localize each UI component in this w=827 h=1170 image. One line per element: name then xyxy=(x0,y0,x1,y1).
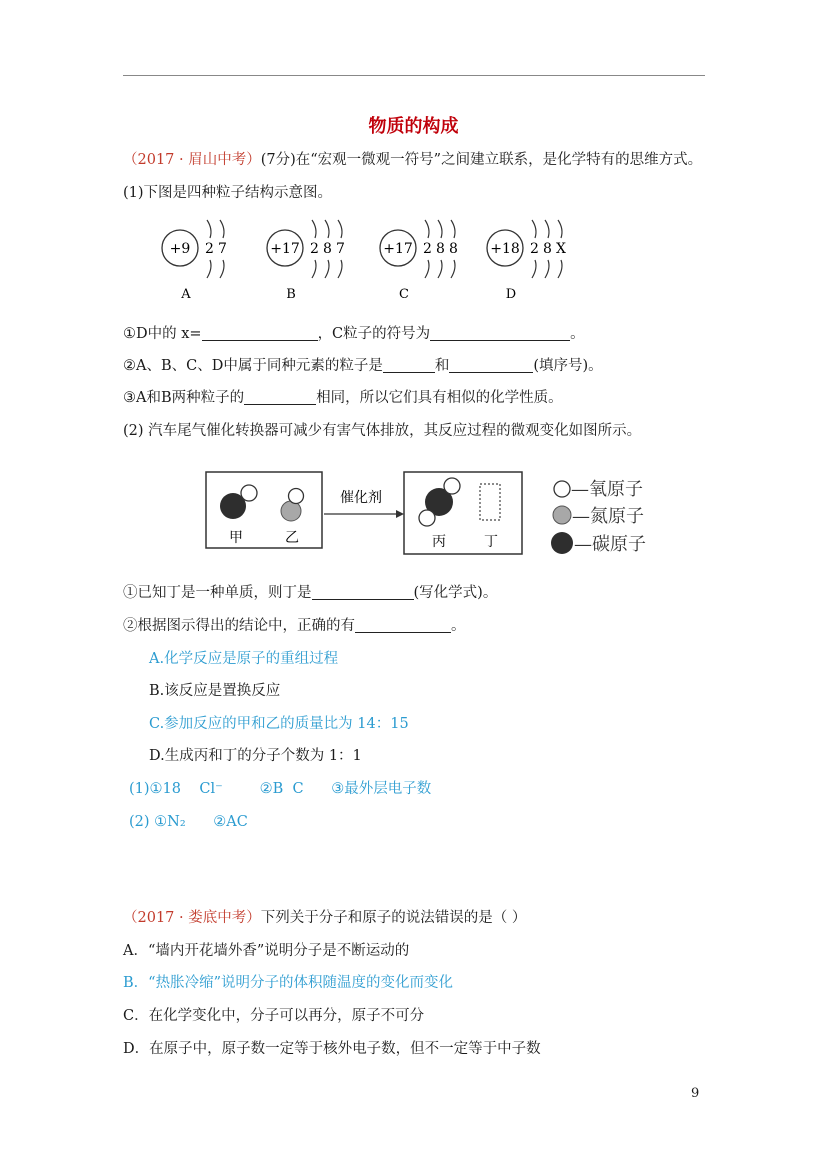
q2-stem-text: 下列关于分子和原子的说法错误的是（ ） xyxy=(260,910,527,926)
q1-source: （2017 · 眉山中考） xyxy=(123,152,261,168)
atom-letter: D xyxy=(505,287,517,302)
electron-count: 7 xyxy=(218,241,227,257)
electron-shell-arc xyxy=(207,260,211,278)
arrow-head-icon xyxy=(396,510,404,518)
electron-shell-arc xyxy=(312,220,316,238)
q1-sub3 xyxy=(123,388,563,408)
electron-count: 2 xyxy=(310,241,319,257)
electron-count: 8 xyxy=(543,241,552,257)
q1-sub2 xyxy=(123,356,603,376)
electron-shell-arc xyxy=(438,260,442,278)
electron-shell-arc xyxy=(425,260,429,278)
nucleus-charge: +18 xyxy=(490,241,520,257)
q1-part2-label: (2) 汽车尾气催化转换器可减少有害气体排放，其反应过程的微观变化如图所示。 xyxy=(123,423,642,439)
q1-part1-label: (1)下图是四种粒子结构示意图。 xyxy=(123,185,333,201)
q1-sub1-text-c: 。 xyxy=(570,326,585,342)
electron-shell-arc xyxy=(545,220,549,238)
oxygen-atom-icon xyxy=(241,485,257,501)
oxygen-atom-icon xyxy=(289,489,304,504)
q2-sub1 xyxy=(123,583,497,603)
electron-shell-arc xyxy=(338,260,342,278)
electron-count: 7 xyxy=(336,241,345,257)
electron-shell-arc xyxy=(220,220,224,238)
q1-sub2-text-c: (填序号)。 xyxy=(533,358,603,374)
q1-sub2-text-b: 和 xyxy=(434,358,450,374)
electron-shell-arc xyxy=(545,260,549,278)
label-bing: 丙 xyxy=(432,534,446,550)
electron-count: 2 xyxy=(423,241,432,257)
q2-sub2-text-b: 。 xyxy=(451,618,466,634)
legend-nitrogen-label: —氮原子 xyxy=(572,506,644,527)
q1-sub3-text-a: ③A和B两种粒子的 xyxy=(123,390,245,406)
answer-blank-correct[interactable] xyxy=(355,618,451,633)
electron-shell-arc xyxy=(451,260,455,278)
q2-option-d: D．在原子中，原子数一定等于核外电子数，但不一定等于中子数 xyxy=(123,1041,541,1057)
q2-source: （2017 · 娄底中考） xyxy=(123,910,261,926)
unknown-product-box xyxy=(480,484,500,520)
q1-sub2-text-a: ②A、B、C、D中属于同种元素的粒子是 xyxy=(123,358,383,374)
answer-blank-same[interactable] xyxy=(244,390,316,405)
electron-count: 8 xyxy=(436,241,445,257)
electron-shell-arc xyxy=(220,260,224,278)
q1-option-a: A.化学反应是原子的重组过程 xyxy=(149,651,339,667)
q2-option-b: B．“热胀冷缩”说明分子的体积随温度的变化而变化 xyxy=(123,975,453,991)
answer-blank-c-symbol[interactable] xyxy=(430,326,570,341)
legend-oxygen-label: —氧原子 xyxy=(571,479,643,500)
oxygen-atom-icon xyxy=(419,510,435,526)
q1-sub1-text-a: ①D中的 x= xyxy=(123,326,202,342)
atom-letter: A xyxy=(181,287,191,302)
q1-sub1 xyxy=(123,324,585,344)
electron-count: 8 xyxy=(449,241,458,257)
electron-shell-arc xyxy=(338,220,342,238)
atom-letter: B xyxy=(286,287,296,302)
electron-shell-arc xyxy=(438,220,442,238)
electron-count: 8 xyxy=(323,241,332,257)
electron-shell-arc xyxy=(425,220,429,238)
electron-shell-arc xyxy=(325,260,329,278)
legend-nitrogen-icon xyxy=(553,506,571,524)
nucleus-charge: +17 xyxy=(270,241,300,257)
electron-shell-arc xyxy=(325,220,329,238)
q2-sub2 xyxy=(123,616,466,636)
q1-intro: (7分)在“宏观一微观一符号”之间建立联系，是化学特有的思维方式。 xyxy=(260,152,703,168)
atom-structure-diagram xyxy=(150,210,590,305)
label-jia: 甲 xyxy=(229,530,243,546)
q1-sub3-text-b: 相同，所以它们具有相似的化学性质。 xyxy=(316,390,563,406)
q1-sub1-text-b: ，C粒子的符号为 xyxy=(317,326,431,342)
legend-carbon-label: —碳原子 xyxy=(574,534,646,555)
q2-option-c: C．在化学变化中，分子可以再分，原子不可分 xyxy=(123,1008,425,1024)
reaction-diagram xyxy=(200,470,670,562)
label-yi: 乙 xyxy=(285,530,299,546)
answer-blank-element2[interactable] xyxy=(449,358,533,373)
electron-shell-arc xyxy=(207,220,211,238)
q2-sub2-text-a: ②根据图示得出的结论中，正确的有 xyxy=(123,618,355,634)
q1-option-d: D.生成丙和丁的分子个数为 1：1 xyxy=(149,748,362,764)
electron-count: 2 xyxy=(530,241,539,257)
page-title: 物质的构成 xyxy=(368,116,459,137)
nucleus-charge: +17 xyxy=(383,241,413,257)
q1-answer-2: (2) ①N₂ ②AC xyxy=(129,814,248,830)
label-ding: 丁 xyxy=(484,534,498,550)
electron-shell-arc xyxy=(312,260,316,278)
answer-blank-x[interactable] xyxy=(202,326,318,341)
electron-shell-arc xyxy=(558,220,562,238)
atom-letter: C xyxy=(399,287,409,302)
legend-oxygen-icon xyxy=(554,481,570,497)
catalyst-label: 催化剂 xyxy=(340,490,382,506)
q2-stem xyxy=(123,908,526,928)
oxygen-atom-icon xyxy=(444,478,460,494)
electron-shell-arc xyxy=(532,260,536,278)
electron-count: X xyxy=(556,241,566,257)
electron-shell-arc xyxy=(558,260,562,278)
answer-blank-ding[interactable] xyxy=(312,585,414,600)
q1-option-b: B.该反应是置换反应 xyxy=(149,683,281,699)
electron-shell-arc xyxy=(451,220,455,238)
q1-answer-1: (1)①18 Cl⁻ ②B C ③最外层电子数 xyxy=(129,781,432,797)
q1-option-c: C.参加反应的甲和乙的质量比为 14：15 xyxy=(149,716,409,732)
electron-count: 2 xyxy=(205,241,214,257)
answer-blank-element1[interactable] xyxy=(383,358,435,373)
legend-carbon-icon xyxy=(551,532,573,554)
q1-stem xyxy=(123,150,702,170)
nitrogen-atom-icon xyxy=(281,501,301,521)
electron-shell-arc xyxy=(532,220,536,238)
nucleus-charge: +9 xyxy=(169,241,191,257)
page-number: 9 xyxy=(691,1086,700,1101)
header-rule xyxy=(123,75,705,76)
q2-sub1-text-b: (写化学式)。 xyxy=(413,585,498,601)
q2-sub1-text-a: ①已知丁是一种单质，则丁是 xyxy=(123,585,312,601)
q2-option-a: A．“墙内开花墙外香”说明分子是不断运动的 xyxy=(123,943,410,959)
